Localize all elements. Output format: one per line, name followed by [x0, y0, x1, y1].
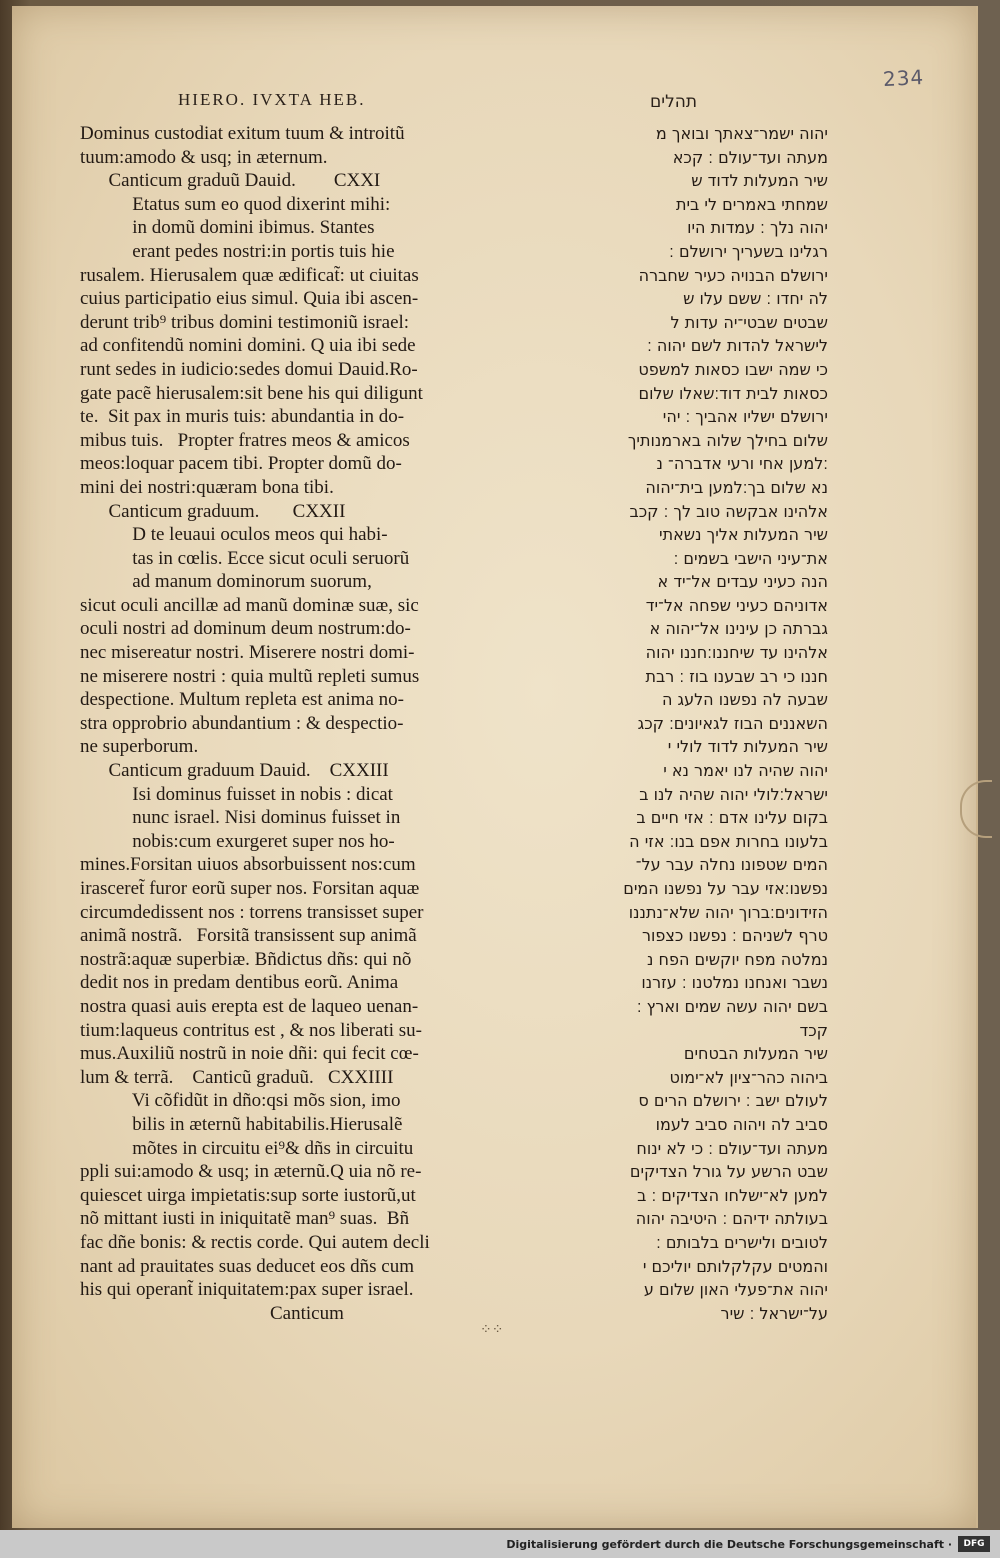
hebrew-text-line: המים שטפונו נחלה עבר על־ — [635, 855, 828, 875]
latin-text-line: his qui operant̃ iniquitatem:pax super israel. — [80, 1279, 414, 1301]
latin-text-line: Dominus custodiat exitum tuum & introitũ — [80, 123, 405, 144]
hebrew-text-line: שלום בחילך שלוה בארמנותיך — [627, 430, 828, 450]
latin-text-line: Canticum graduum Dauid. CXXIII — [80, 760, 389, 782]
footer-bar — [0, 1530, 1000, 1558]
latin-text-line: nunc israel. Nisi dominus fuisset in — [80, 807, 401, 829]
latin-text-line: nõ mittant iusti in iniquitatẽ man⁹ suas. Bñ — [80, 1208, 410, 1230]
hebrew-text-line: ביהוה כהר־ציון לא־ימוט — [669, 1067, 828, 1087]
latin-text-line: tuum:amodo & usq; in æternum. — [80, 146, 328, 168]
hebrew-text-line: שיר המעלות לדוד ש — [691, 171, 828, 191]
hebrew-text-line: אדוניהם כעיני שפחה אל־יד — [645, 595, 828, 615]
latin-text-line: oculi nostri ad dominum deum nostrum:do- — [80, 618, 411, 640]
hebrew-text-line: הזידונים׃ברוך יהוה שלא־נתננו — [628, 902, 828, 922]
latin-text-line: D te leuaui oculos meos qui habi- — [80, 524, 388, 546]
latin-text-line: mibus tuis. Propter fratres meos & amicos — [80, 429, 410, 451]
latin-text-line: te. Sit pax in muris tuis: abundantia in do- — [80, 406, 405, 428]
latin-text-line: sicut oculi ancillæ ad manũ dominæ suæ, sic — [80, 594, 419, 616]
hebrew-text-line: סביב לה ויהוה סביב לעמו — [655, 1114, 828, 1134]
latin-text-line: Canticum — [80, 1302, 344, 1324]
hebrew-text-line: אלהינו אבקשה טוב לך ׃ קכב — [629, 501, 828, 521]
hebrew-text-line: שיר המעלות הבטחים — [683, 1044, 828, 1064]
latin-text-line: mini dei nostri:quæram bona tibi. — [80, 476, 334, 498]
hebrew-text-line: לה יחדו ׃ ששם עלו ש — [683, 289, 828, 309]
latin-text-line: ppli sui:amodo & usq; in æternũ.Q uia nõ re- — [80, 1161, 422, 1183]
latin-text-line: stra opprobrio abundantium : & despectio- — [80, 712, 404, 734]
latin-text-line: nostra quasi auis erepta est de laqueo uenan- — [80, 995, 419, 1017]
ornament-mark: ⁘⁘ — [480, 1322, 504, 1338]
latin-text-line: Isi dominus fuisset in nobis : dicat — [80, 783, 393, 805]
hebrew-text-line: כסאות לבית דוד׃שאלו שלום — [638, 383, 828, 403]
hebrew-text-line: והמטים עקלקלותם יוליכם י — [642, 1256, 828, 1276]
latin-text-line: animã nostrã. Forsitã transissent sup animã — [80, 925, 417, 947]
hebrew-text-line: אלהינו עד שיחננו׃חננו יהוה — [645, 643, 828, 663]
latin-text-line: Vi cõfidũt in dño:qsi mõs sion, imo — [80, 1090, 401, 1112]
folio-number: 234 — [882, 64, 925, 92]
hebrew-text-line: בעולתה ידיהם ׃ היטיבה יהוה — [635, 1209, 828, 1229]
hebrew-text-line: נמלטה מפח יוקשים הפח נ — [647, 949, 828, 969]
hebrew-text-line: ׃למען אחי ורעי אדברה־ נ — [656, 454, 828, 474]
latin-text-line: Etatus sum eo quod dixerint mihi: — [80, 193, 391, 215]
latin-text-line: erant pedes nostri:in portis tuis hie — [80, 240, 395, 262]
running-head-hebrew: תהלים — [650, 92, 698, 112]
hebrew-text-line: שבט הרשע על גורל הצדיקים — [629, 1162, 828, 1182]
latin-text-column — [80, 122, 448, 1325]
hebrew-text-line: בקום עלינו אדם ׃ אזי חיים ב — [636, 808, 828, 828]
hebrew-text-line: שבעה לה נפשנו הלעג ה — [661, 690, 828, 710]
hebrew-text-line: שבטים שבטי־יה עדות ל — [670, 312, 828, 332]
hebrew-text-line: הנה כעיני עבדים אל־יד א — [657, 572, 828, 592]
latin-text-line: mus.Auxiliũ nostrũ in noie dñi: qui fecit cœ- — [80, 1043, 419, 1065]
hebrew-text-column — [566, 122, 828, 1325]
latin-text-line: rusalem. Hierusalem quæ ædificat̃: ut ciuitas — [80, 264, 419, 286]
latin-text-line: fac dñe bonis: & rectis corde. Qui autem decli — [80, 1231, 430, 1253]
latin-text-line: Canticum graduũ Dauid. CXXI — [80, 170, 381, 192]
hebrew-text-line: יהוה שהיה לנו יאמר נא י — [663, 761, 828, 781]
hebrew-text-line: רגלינו בשעריך ירושלם ׃ — [669, 241, 828, 261]
hebrew-text-line: השאננים הבוז לגאיונים׃ קכג — [637, 713, 828, 733]
latin-text-line: runt sedes in iudicio:sedes domui Dauid.Ro- — [80, 358, 418, 380]
latin-text-line: gate pacẽ hierusalem:sit bene his qui diligunt — [80, 382, 423, 404]
latin-text-line: ad confitendũ nomini domini. Q uia ibi sede — [80, 335, 416, 357]
latin-text-line: dedit nos in predam dentibus eorũ. Anima — [80, 972, 399, 994]
hebrew-text-line: נא שלום בך׃למען בית־יהוה — [645, 477, 828, 497]
latin-text-line: irasceret̃ furor eorũ super nos. Forsitan aquæ — [80, 878, 420, 899]
latin-text-line: ne miserere nostri : quia multũ repleti sumus — [80, 665, 420, 687]
hebrew-text-line: בשם יהוה עשה שמים וארץ ׃ — [636, 996, 828, 1016]
latin-text-line: derunt trib⁹ tribus domini testimoniũ israel: — [80, 311, 410, 333]
hebrew-text-line: ירושלם ישליו אהביך ׃ יהי — [662, 407, 828, 427]
hebrew-text-line: לטובים ולישרים בלבותם ׃ — [656, 1232, 828, 1252]
latin-text-line: tium:laqueus contritus est , & nos liberati su- — [80, 1019, 422, 1041]
hebrew-text-line: מעתה ועד־עולם ׃ קכא — [672, 147, 828, 167]
hebrew-text-line: למען לא־ישלחו הצדיקים ׃ ב — [637, 1185, 828, 1205]
funding-credit: Digitalisierung gefördert durch die Deutsche Forschungsgemeinschaft · — [506, 1538, 952, 1551]
hebrew-text-line: בלעונו בחרות אפם בנו׃ אזי ה — [629, 831, 828, 851]
hebrew-text-line: לישראל להדות לשם יהוה ׃ — [647, 336, 828, 356]
latin-text-line: quiescet uirga impietatis:sup sorte iustorũ,ut — [80, 1184, 416, 1206]
latin-text-line: cuius participatio eius simul. Quia ibi ascen- — [80, 288, 419, 310]
hebrew-text-line: כי שמה ישבו כסאות למשפט — [638, 359, 828, 379]
latin-text-line: despectione. Multum repleta est anima no- — [80, 689, 404, 711]
running-head-latin: HIERO. IVXTA HEB. — [178, 90, 366, 109]
latin-text-line: circumdedissent nos : torrens transisset super — [80, 901, 424, 923]
hebrew-text-line: ישראל׃לולי יהוה שהיה לנו ב — [639, 784, 828, 804]
latin-text-line: mines.Forsitan uiuos absorbuissent nos:cum — [80, 854, 416, 876]
hebrew-text-line: יהוה את־פעלי האון שלום ע — [643, 1280, 828, 1300]
hebrew-text-line: שמחתי באמרים לי בית — [675, 194, 828, 214]
latin-text-line: lum & terrã. Canticũ graduũ. CXXIIII — [80, 1066, 394, 1088]
hebrew-text-line: יהוה נלך ׃ עמדות היו — [687, 218, 828, 238]
latin-text-line: Canticum graduum. CXXII — [80, 500, 346, 522]
hebrew-text-line: קכד — [799, 1020, 828, 1040]
latin-text-line: nant ad prauitates suas deducet eos dñs cum — [80, 1255, 414, 1277]
latin-text-line: nostrã:aquæ superbiæ. Bñdictus dñs: qui nõ — [80, 948, 412, 970]
hebrew-text-line: על־ישראל ׃ שיר — [720, 1303, 828, 1323]
hebrew-text-line: גברתה כן עינינו אל־יהוה א — [649, 619, 828, 639]
hebrew-text-line: נפשנו׃אזי עבר על נפשנו המים — [623, 879, 828, 898]
hebrew-text-line: ירושלם הבנויה כעיר שחברה — [638, 265, 828, 285]
latin-text-line: bilis in æternũ habitabilis.Hierusalẽ — [80, 1113, 403, 1135]
latin-text-line: tas in cœlis. Ecce sicut oculi seruorũ — [80, 547, 410, 569]
latin-text-line: nobis:cum exurgeret super nos ho- — [80, 830, 395, 852]
latin-text-line: ad manum dominorum suorum, — [80, 571, 372, 593]
latin-text-line: meos:loquar pacem tibi. Propter domũ do- — [80, 453, 402, 475]
latin-text-line: mõtes in circuitu ei⁹& dñs in circuitu — [80, 1137, 414, 1159]
hebrew-text-line: שיר המעלות אליך נשאתי — [659, 525, 828, 545]
latin-text-line: nec misereatur nostri. Miserere nostri domi- — [80, 642, 415, 664]
dfg-logo: DFG — [958, 1536, 990, 1552]
hebrew-text-line: לעולם ישב ׃ ירושלם הרים ס — [638, 1091, 828, 1111]
hebrew-text-line: נשבר ואנחנו נמלטנו ׃ עזרנו — [641, 973, 828, 993]
hebrew-text-line: שיר המעלות לדוד לולי י — [667, 737, 828, 757]
hebrew-text-line: טרף לשניהם ׃ נפשנו כצפור — [641, 926, 828, 946]
latin-text-line: ne superborum. — [80, 736, 199, 758]
hebrew-text-line: מעתה ועד־עולם ׃ כי לא ינוח — [636, 1138, 828, 1158]
hebrew-text-line: את־עיני הישבי בשמים ׃ — [673, 548, 828, 568]
latin-text-line: in domũ domini ibimus. Stantes — [80, 217, 375, 239]
hebrew-text-line: יהוה ישמר־צאתך ובואך מ — [655, 124, 828, 143]
hebrew-text-line: חננו כי רב שבענו בוז ׃ רבת — [645, 666, 828, 686]
